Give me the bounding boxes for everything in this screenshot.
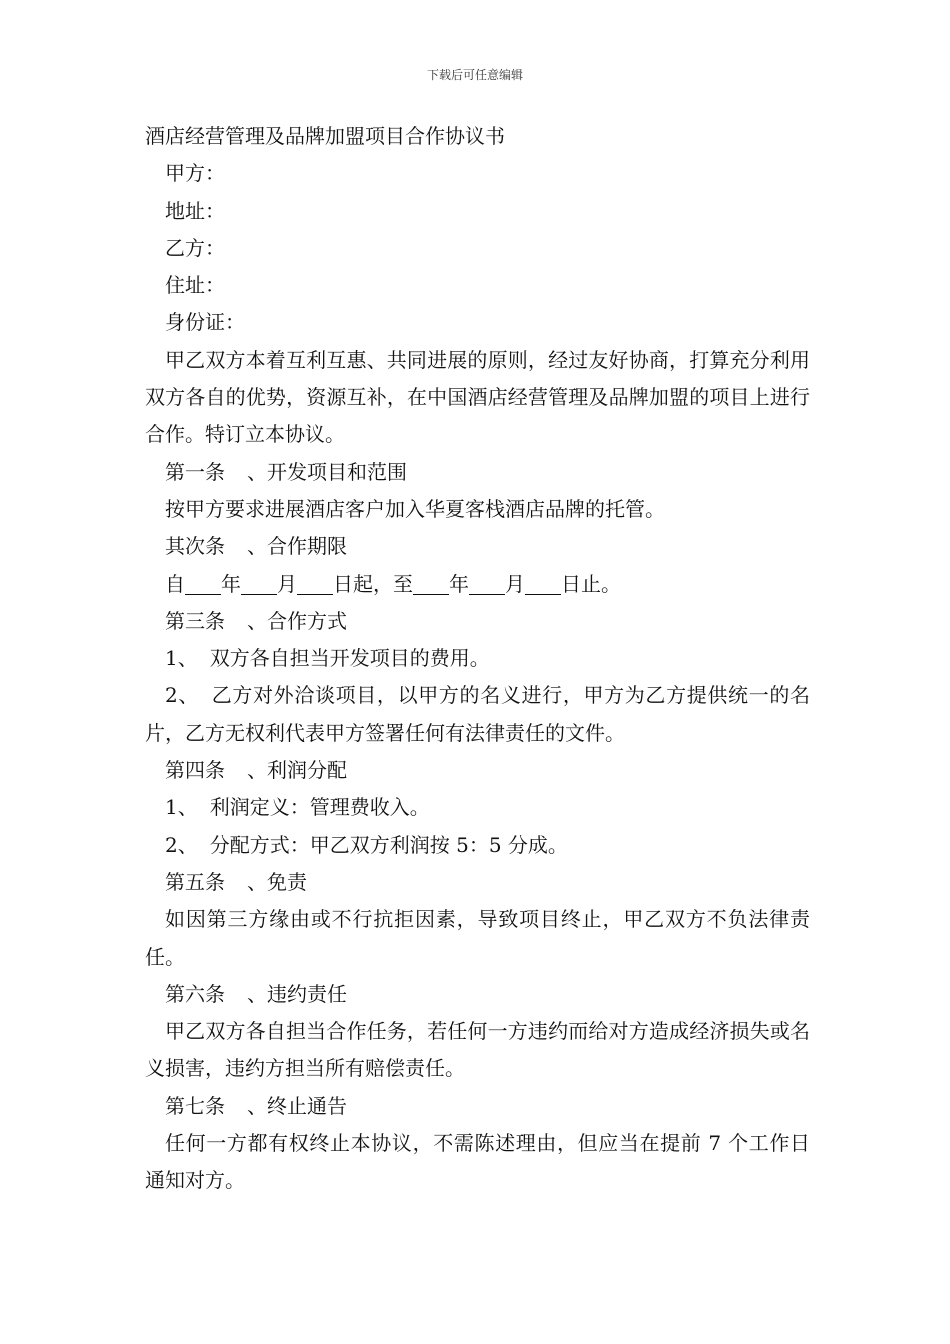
article-7-title: 、终止通告: [247, 1093, 347, 1118]
article-1-number: 第一条: [165, 459, 225, 484]
article-7-body: 任何一方都有权终止本协议，不需陈述理由，但应当在提前 7 个工作日通知对方。: [145, 1131, 810, 1193]
end-day-blank[interactable]: [525, 572, 561, 595]
preamble-paragraph: 甲乙双方本着互利互惠、共同进展的原则，经过友好协商，打算充分利用双方各自的优势，资源互补，在中国酒店经营管理及品牌加盟的项目上进行合作。特订立本协议。: [145, 347, 810, 447]
party-a-label: 甲方：: [165, 161, 225, 186]
document-body: [145, 118, 810, 1200]
date-from-label: 自: [165, 571, 185, 596]
article-1-title: 、开发项目和范围: [247, 459, 407, 484]
article-4-item-2: [145, 827, 810, 864]
article-6-number: 第六条: [165, 981, 225, 1006]
end-year-label: 年: [449, 571, 469, 596]
article-2-title: 、合作期限: [247, 534, 347, 559]
document-title: 酒店经营管理及品牌加盟项目合作协议书: [145, 124, 505, 148]
header-note: 下载后可任意编辑: [426, 68, 523, 82]
article-3-item-2: [145, 677, 810, 752]
end-day-label: 日止。: [561, 571, 621, 596]
id-card-label: 身份证：: [165, 310, 245, 335]
article-5-number: 第五条: [165, 869, 225, 894]
article-4-number: 第四条: [165, 758, 225, 783]
start-month-label: 月: [277, 571, 297, 596]
party-b-label: 乙方：: [165, 235, 225, 260]
end-year-blank[interactable]: [413, 572, 449, 595]
item-text: 乙方对外洽谈项目，以甲方的名义进行，甲方为乙方提供统一的名片，乙方无权利代表甲方签署任何有法律责任的文件。: [145, 683, 811, 745]
article-2-heading: [145, 528, 810, 565]
article-1-heading: [145, 454, 810, 491]
item-number: 1、: [165, 795, 198, 820]
start-year-label: 年: [221, 571, 241, 596]
article-3-item-1: [145, 640, 810, 677]
article-3-title: 、合作方式: [247, 608, 347, 633]
article-6-heading: [145, 976, 810, 1013]
article-1-body: 按甲方要求进展酒店客户加入华夏客栈酒店品牌的托管。: [165, 496, 665, 521]
end-month-label: 月: [505, 571, 525, 596]
start-day-blank[interactable]: [297, 572, 333, 595]
article-3-number: 第三条: [165, 608, 225, 633]
end-month-blank[interactable]: [469, 572, 505, 595]
article-7-number: 第七条: [165, 1093, 225, 1118]
article-5-body: 如因第三方缘由或不行抗拒因素，导致项目终止，甲乙双方不负法律责任。: [145, 907, 810, 969]
start-year-blank[interactable]: [185, 572, 221, 595]
article-4-item-1: [145, 789, 810, 826]
article-5-heading: [145, 864, 810, 901]
item-number: 2、: [165, 832, 198, 857]
article-2-date-line: [145, 566, 810, 603]
article-7-heading: [145, 1088, 810, 1125]
item-text: 分配方式：甲乙双方利润按 5：5 分成。: [209, 832, 568, 857]
article-3-heading: [145, 603, 810, 640]
article-4-title: 、利润分配: [247, 758, 347, 783]
article-2-number: 其次条: [165, 534, 225, 559]
item-number: 1、: [165, 646, 198, 671]
item-text: 利润定义：管理费收入。: [209, 795, 430, 820]
start-day-label: 日起，至: [333, 571, 413, 596]
address-label: 地址：: [165, 198, 225, 223]
start-month-blank[interactable]: [241, 572, 277, 595]
article-6-body: 甲乙双方各自担当合作任务，若任何一方违约而给对方造成经济损失或名义损害，违约方担当所有赔偿责任。: [145, 1019, 810, 1081]
item-text: 双方各自担当开发项目的费用。: [209, 646, 490, 671]
article-4-heading: [145, 752, 810, 789]
item-number: 2、: [165, 683, 200, 708]
residence-label: 住址：: [165, 273, 225, 298]
article-5-title: 、免责: [247, 869, 307, 894]
article-6-title: 、违约责任: [247, 981, 347, 1006]
